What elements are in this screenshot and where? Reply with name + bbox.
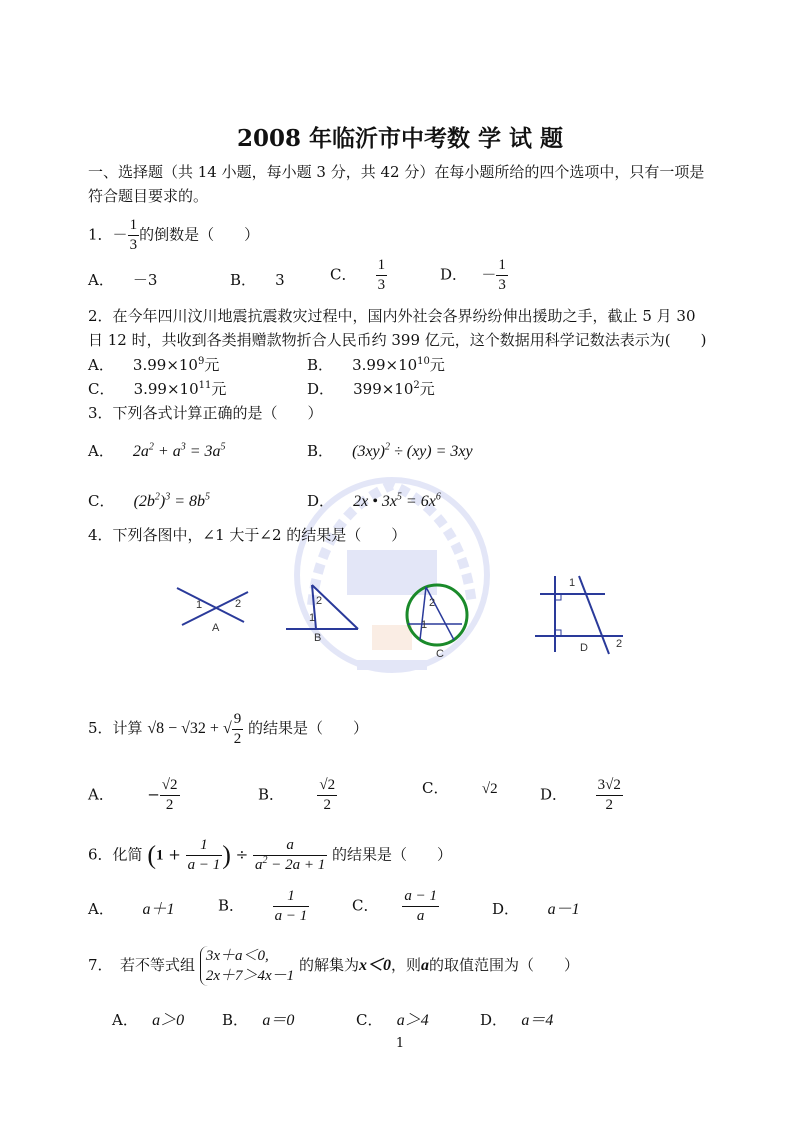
q6-d-value: a－1 [547, 901, 580, 918]
q1-d-fraction [496, 258, 508, 293]
q2-b-unit: 元 [429, 356, 445, 374]
q5-d-frac: $\frac{3√2}{2}$ [597, 777, 621, 813]
q3-d-expr: 2x • $3x^5 = 6x^6$ [353, 491, 441, 510]
fig-a-label: A [212, 622, 220, 634]
q2-d-base: 399×10 [353, 380, 414, 398]
question-1 [88, 218, 259, 253]
q5-option-b [258, 778, 337, 813]
q1-d-den: 3 [498, 277, 506, 293]
q6-b-label: B． [218, 896, 245, 915]
q7-c-label: C． [356, 1011, 383, 1029]
q3-c-label: C． [88, 492, 115, 510]
question-5 [88, 712, 368, 747]
q1-option-c [330, 258, 387, 293]
fig-d-angle2: 2 [616, 638, 623, 650]
q7-tail: ，则 [390, 956, 421, 974]
q5-frac: $\frac{9}{2}$ [233, 711, 242, 747]
q3-a-label: A． [88, 442, 114, 460]
q1-c-num: 1 [376, 258, 388, 276]
page-number: 1 [395, 1036, 405, 1051]
q2-option-c [88, 379, 226, 399]
q5-expression: √8 − √32 + √ $\frac{9}{2}$ [147, 711, 242, 747]
q5-prefix: 5．计算 [88, 719, 143, 738]
q5-b-frac: $\frac{√2}{2}$ [319, 777, 336, 813]
q5-suffix: 的结果是（ ） [248, 719, 369, 738]
q6-a-label: A． [88, 900, 114, 918]
question-3: 3．下列各式计算正确的是（ ） [88, 404, 323, 422]
fig-a-angle2: 2 [235, 598, 242, 610]
q6-option-a [88, 899, 174, 920]
figure-b [284, 582, 364, 637]
fig-d-label: D [580, 642, 588, 654]
q1-d-label: D． [440, 265, 468, 284]
q7-option-c [356, 1010, 429, 1031]
q6-a-value: a＋1 [142, 901, 175, 918]
q1-option-d [440, 258, 508, 293]
q2-option-a [88, 355, 219, 375]
q5-c-label: C． [422, 779, 449, 797]
q5-option-a: A． − $\frac{√2}{2}$ [88, 777, 178, 813]
fig-c-angle1: 1 [421, 619, 428, 631]
q7-option-d [480, 1010, 553, 1031]
q1-d-num: 1 [496, 258, 508, 276]
fig-c-angle2: 2 [429, 597, 436, 609]
q6-frac1: $\frac{1}{a - 1}$ [187, 837, 221, 873]
q1-d-minus: － [481, 265, 497, 284]
q1-c-den: 3 [377, 277, 386, 293]
q6-frac2: $\frac{a}{a^2 - 2a + 1}$ [255, 837, 326, 873]
q2-a-base: 3.99×10 [132, 356, 198, 374]
q7-option-a [112, 1010, 184, 1031]
q1-text: 的倒数是（ ） [139, 225, 260, 244]
q2-d-exp: 2 [413, 380, 420, 391]
q1-frac-den: 3 [129, 237, 138, 253]
q1-option-b [230, 270, 285, 290]
q5-b-label: B． [258, 785, 285, 804]
q6-c-label: C． [352, 896, 379, 915]
q7-d-label: D． [480, 1011, 508, 1029]
q2-a-label: A． [88, 356, 114, 374]
q7-inequality-system [200, 946, 294, 986]
fig-b-angle1: 1 [309, 612, 316, 624]
q6-b-frac: $\frac{1}{a - 1}$ [274, 888, 308, 924]
q7-cond: x＜0 [358, 957, 391, 974]
question-2-line2: 日 12 时，共收到各类捐赠款物折合人民币约 399 亿元，这个数据用科学记数法表示为( ) [88, 331, 707, 349]
figure-c [402, 580, 474, 652]
q3-option-a [88, 441, 226, 462]
q2-d-unit: 元 [419, 380, 435, 398]
fig-c-chord2 [420, 587, 426, 640]
q7-d-value: a＝4 [521, 1012, 554, 1029]
q1-number: 1． [88, 225, 113, 244]
q5-option-d [540, 778, 623, 813]
page-title: 2008 年临沂市中考数 学 试 题 [236, 125, 564, 152]
q7-mid: 的解集为 [298, 956, 359, 974]
q7-var: a [420, 957, 429, 974]
q2-c-unit: 元 [211, 380, 227, 398]
fig-b-side1 [312, 585, 358, 629]
fig-c-circle [407, 585, 467, 645]
section-instructions-line1: 一、选择题（共 14 小题，每小题 3 分，共 42 分）在每小题所给的四个选项中，只有一项是 [88, 163, 705, 181]
q6-prefix: 6．化简 [88, 845, 143, 864]
q3-option-b [307, 441, 473, 462]
q7-option-b [222, 1010, 294, 1031]
fig-a-line1 [177, 588, 244, 622]
q3-option-c [88, 491, 210, 512]
q2-option-b [307, 355, 445, 375]
q2-c-label: C． [88, 380, 115, 398]
q5-a-label: A． [88, 785, 114, 804]
q7-tail2: 的取值范围为（ ） [428, 956, 579, 974]
fig-d-angle1: 1 [569, 577, 576, 589]
q6-c-frac: $\frac{a - 1}{a}$ [404, 888, 437, 924]
fig-b-label: B [314, 632, 322, 644]
q7-ineq2: 2x＋7＞4x－1 [205, 968, 295, 984]
q6-option-c [352, 889, 439, 924]
q7-b-value: a＝0 [262, 1012, 295, 1029]
q7-prefix: 7． 若不等式组 [88, 956, 196, 974]
q1-b-label: B． [230, 271, 257, 289]
q1-c-fraction [376, 258, 388, 293]
q1-b-value: 3 [275, 271, 285, 289]
question-7 [88, 946, 579, 986]
question-6: 6．化简 (1 + $\frac{1}{a - 1}$ ) ÷ $\frac{a}{a^2 - 2a + 1}$ 的结果是（ ） [88, 837, 453, 873]
q3-b-expr: $(3xy)^2 \div (xy) = 3xy$ [352, 441, 473, 460]
q2-c-base: 3.99×10 [133, 380, 199, 398]
q2-c-exp: 11 [198, 380, 212, 391]
q2-b-base: 3.99×10 [352, 356, 418, 374]
fig-a-angle1: 1 [196, 599, 203, 611]
section-instructions-line2: 符合题目要求的。 [88, 187, 209, 205]
q6-suffix: 的结果是（ ） [332, 845, 453, 864]
fig-c-chord1 [426, 587, 454, 640]
q7-ineq1: 3x＋a＜0, [205, 948, 269, 964]
q5-a-frac: $\frac{√2}{2}$ [161, 777, 178, 813]
fig-c-label: C [436, 648, 444, 660]
q5-c-value: √2 [481, 781, 498, 797]
q3-c-expr: $(2b^2)^3 = 8b^5$ [133, 491, 211, 510]
q6-option-b [218, 889, 309, 924]
q3-b-label: B． [307, 442, 334, 460]
q2-a-exp: 9 [197, 356, 205, 367]
q2-a-unit: 元 [204, 356, 220, 374]
q7-c-value: a＞4 [396, 1012, 429, 1029]
q6-option-d [492, 899, 580, 920]
q7-a-label: A． [112, 1011, 138, 1029]
question-4: 4．下列各图中，∠1 大于∠2 的结果是（ ） [88, 526, 407, 544]
q6-d-label: D． [492, 900, 520, 918]
q1-a-value: －3 [132, 271, 158, 289]
q5-option-c [422, 778, 498, 799]
q2-d-label: D． [307, 380, 335, 398]
q5-d-label: D． [540, 785, 568, 804]
q1-minus: － [112, 225, 128, 244]
q3-d-label: D． [307, 492, 335, 510]
q1-c-label: C． [330, 265, 357, 284]
q1-fraction [128, 218, 140, 253]
q3-option-d [307, 491, 441, 512]
q2-option-d [307, 379, 435, 399]
q1-frac-num: 1 [128, 218, 140, 236]
q2-b-label: B． [307, 356, 334, 374]
q1-a-label: A． [88, 271, 114, 289]
q1-option-a [88, 270, 157, 290]
q7-b-label: B． [222, 1011, 249, 1029]
question-2-line1: 2．在今年四川汶川地震抗震救灾过程中，国内外社会各界纷纷伸出援助之手，截止 5 月 30 [88, 307, 696, 325]
q7-a-value: a＞0 [152, 1012, 185, 1029]
q2-b-exp: 10 [417, 356, 430, 367]
q3-a-expr: $2a^2 + a^3 = 3a^5$ [132, 441, 226, 460]
fig-b-angle2: 2 [316, 595, 323, 607]
